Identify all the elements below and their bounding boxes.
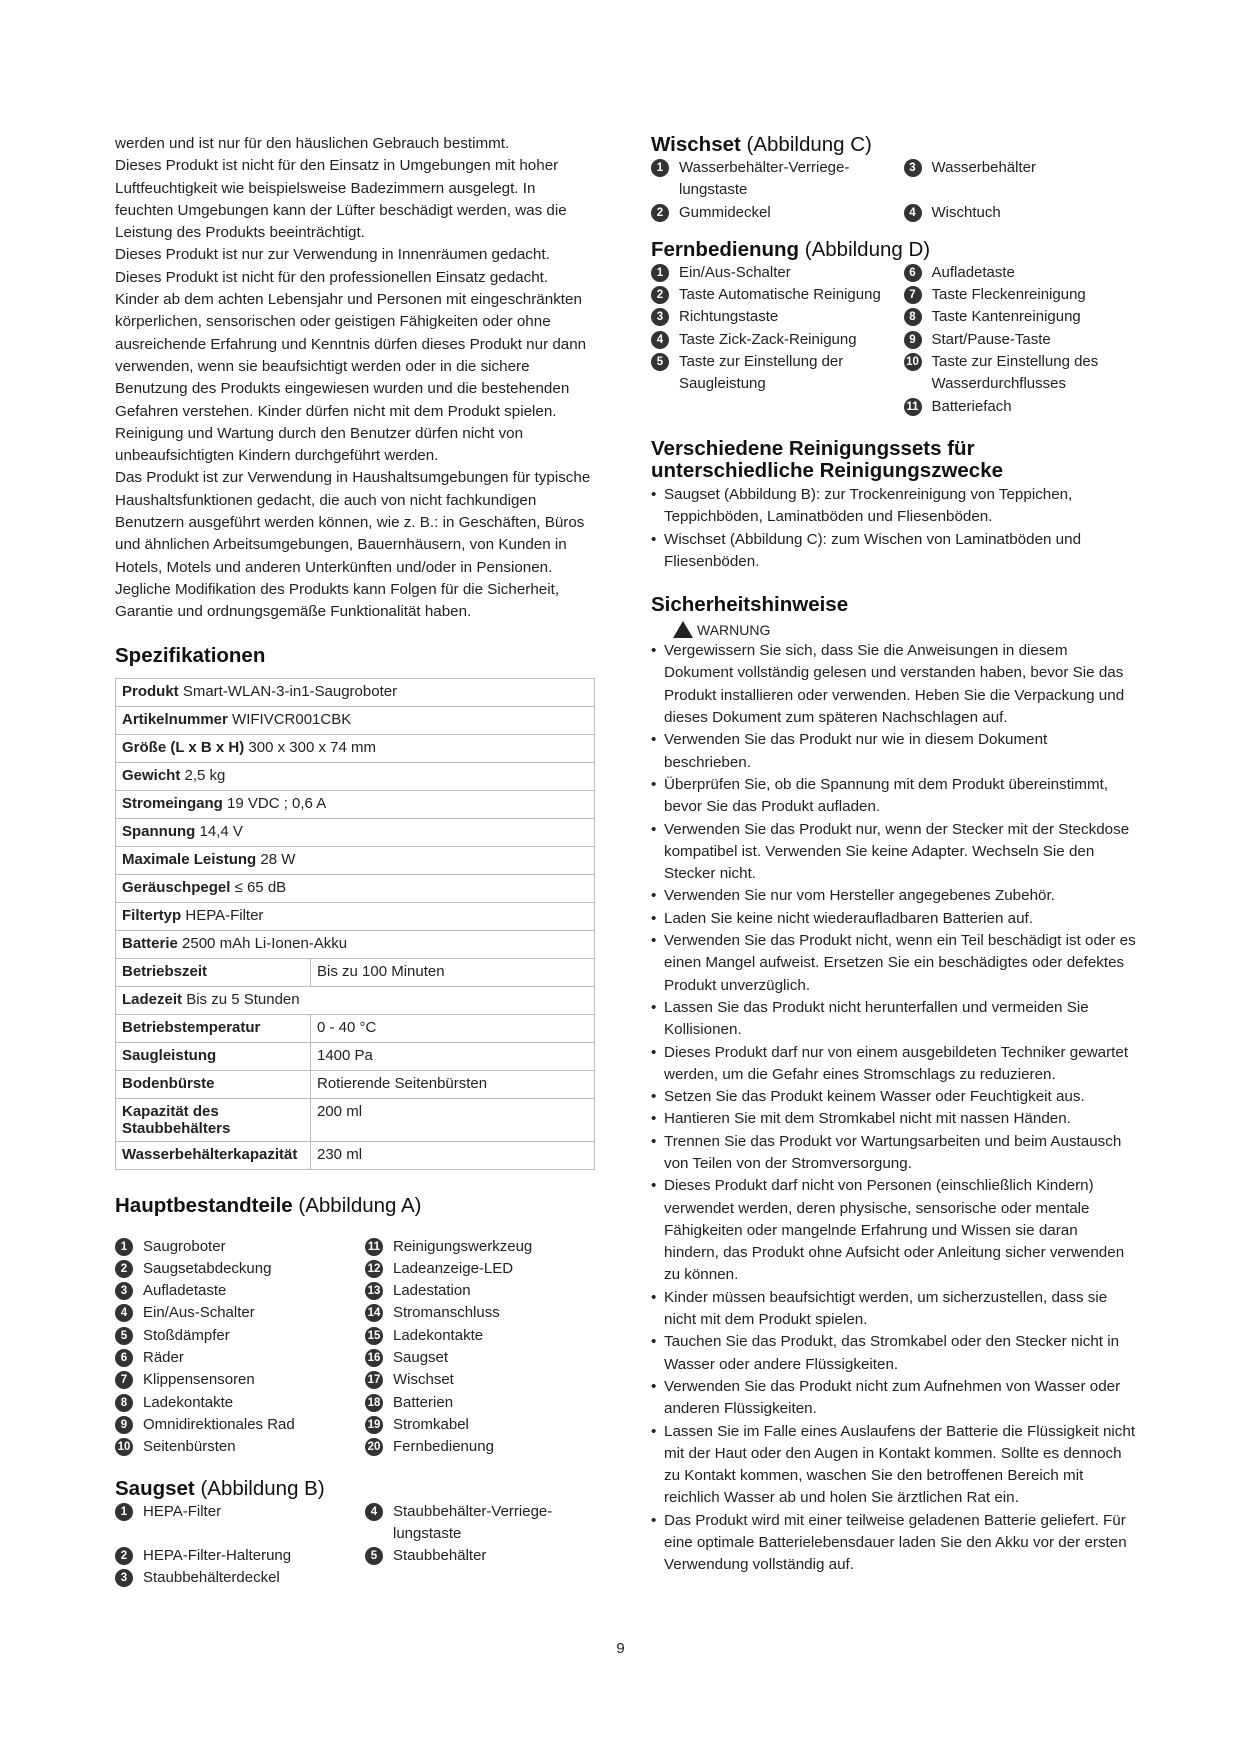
number-badge: 10: [115, 1438, 133, 1456]
spec-key-cell: [116, 930, 595, 958]
list-item: [115, 1369, 345, 1391]
list-item: [904, 329, 1137, 351]
number-badge: 3: [904, 159, 922, 177]
list-item: [365, 1392, 595, 1414]
list-item: [651, 351, 884, 396]
spec-value: Smart-WLAN-3-in1-Saugroboter: [182, 682, 398, 700]
number-badge: 7: [115, 1371, 133, 1389]
bullet-item: • Vergewissern Sie sich, dass Sie die Anweisungen in diesem Dokument vollständig gelesen und verstanden haben, bevor Sie das Produkt installieren oder verwenden. Heben Sie die Verpackung und dieses Dokument zum späteren Nachschlagen auf.: [651, 640, 1136, 729]
spec-key: Filtertyp: [122, 906, 182, 924]
bullet-item: • Verwenden Sie das Produkt nur wie in diesem Dokument beschrieben.: [651, 729, 1136, 774]
list-item: [365, 1280, 595, 1302]
spec-row: [116, 818, 595, 846]
number-badge: 5: [651, 353, 669, 371]
spec-key: Ladezeit: [122, 990, 183, 1008]
spec-key-cell: [116, 874, 595, 902]
number-badge: 6: [904, 264, 922, 282]
item-label: Aufladetaste: [931, 263, 1015, 281]
number-badge: 1: [115, 1238, 133, 1256]
spec-row: [116, 790, 595, 818]
number-badge: 2: [651, 286, 669, 304]
number-badge: 10: [904, 353, 922, 371]
number-badge: 7: [904, 286, 922, 304]
spec-key-cell: [116, 678, 595, 706]
number-badge: 4: [115, 1304, 133, 1322]
bullet-item: • Lassen Sie im Falle eines Auslaufens der Batterie die Flüssigkeit nicht mit der Haut oder den Augen in Kontakt kommen. Sollte es dennoch zu Kontakt kommen, waschen Sie den betroffenen Bereich mit reichlich Wasser ab und holen Sie ärztlichen Rat ein.: [651, 1421, 1136, 1510]
item-label: Ladeanzeige-LED: [393, 1259, 514, 1277]
number-badge: 15: [365, 1327, 383, 1345]
spec-key: Kapazität des Staubbehälters: [122, 1102, 231, 1137]
sets-heading: Verschiedene Reinigungssets für unterschiedliche Reinigungszwecke: [651, 436, 1004, 482]
spec-value: 19 VDC ; 0,6 A: [227, 794, 327, 812]
spec-value: 300 x 300 x 74 mm: [248, 738, 376, 756]
bullet-item: • Hantieren Sie mit dem Stromkabel nicht mit nassen Händen.: [651, 1108, 1136, 1130]
number-badge: 3: [115, 1569, 133, 1587]
spec-key-cell: [116, 734, 595, 762]
sets-list: [651, 484, 1136, 573]
spec-key: Maximale Leistung: [122, 850, 257, 868]
number-badge: 1: [115, 1503, 133, 1521]
spec-key-cell: [116, 958, 311, 986]
bullet-item: • Verwenden Sie nur vom Hersteller angegebenes Zubehör.: [651, 885, 1136, 907]
paragraph: werden und ist nur für den häuslichen Gebrauch bestimmt.: [115, 135, 510, 152]
left-column: [115, 133, 595, 1590]
number-badge: 1: [651, 159, 669, 177]
item-label: Taste Fleckenreinigung: [931, 286, 1086, 304]
bullet-item: • Wischset (Abbildung C): zum Wischen von Laminatböden und Fliesenböden.: [651, 529, 1136, 574]
bullet-item: • Setzen Sie das Produkt keinem Wasser oder Feuchtigkeit aus.: [651, 1086, 1136, 1108]
list-item: [904, 351, 1137, 396]
spec-key-cell: [116, 790, 595, 818]
suction-heading: Saugset (Abbildung B): [115, 1476, 325, 1500]
spec-row: [116, 958, 595, 986]
spec-key: Betriebszeit: [122, 962, 208, 980]
number-badge: 4: [651, 331, 669, 349]
item-label: Richtungstaste: [679, 308, 779, 326]
spec-value: Bis zu 100 Minuten: [311, 958, 595, 986]
spec-table: [115, 678, 595, 1170]
spec-key: Betriebstemperatur: [122, 1018, 261, 1036]
spec-key-cell: [116, 762, 595, 790]
paragraph: Das Produkt ist zur Verwendung in Haushaltsumgebungen für typische Haushaltsfunktionen gedacht, die auch von nicht fachkundigen Benutzern ausgeführt werden können, wie z. B.: in Geschäften, Büros und ähnlichen Arbeitsumgebungen, Bauernhäusern, von Kunden in Hotels, Motels und anderen Unterkünften und/oder in Pensionen.: [115, 469, 591, 576]
spec-value: 28 W: [260, 850, 296, 868]
bullet-item: • Das Produkt wird mit einer teilweise geladenen Batterie geliefert. Für eine optimale Batterielebensdauer laden Sie den Akku vor der ersten Verwendung vollständig auf.: [651, 1510, 1136, 1577]
paragraph: Dieses Produkt ist nur zur Verwendung in Innenräumen gedacht.: [115, 246, 550, 264]
list-item: [365, 1347, 595, 1369]
spec-key-cell: [116, 1098, 311, 1141]
list-item: [365, 1414, 595, 1436]
bullet-item: • Tauchen Sie das Produkt, das Stromkabel oder den Stecker nicht in Wasser oder andere Flüssigkeiten.: [651, 1331, 1136, 1376]
safety-list: [651, 640, 1136, 1576]
list-item: [115, 1567, 345, 1589]
list-item: [115, 1325, 345, 1347]
spec-key: Artikelnummer: [122, 710, 228, 728]
list-item: [115, 1258, 345, 1280]
spec-key-cell: [116, 902, 595, 930]
item-label: Reinigungswerkzeug: [393, 1237, 533, 1255]
paragraph: Dieses Produkt ist nicht für den Einsatz in Umgebungen mit hoher Luftfeuchtigkeit wie beispielsweise Badezimmern ausgelegt. In feuchten Umgebungen kann der Lüfter beschädigt werden, was die Leistung des Produkts beeinträchtigt.: [115, 157, 567, 242]
bullet-item: • Verwenden Sie das Produkt nicht zum Aufnehmen von Wasser oder anderen Flüssigkeiten.: [651, 1376, 1136, 1421]
spec-heading: Spezifikationen: [115, 643, 266, 667]
list-item: [115, 1302, 345, 1324]
number-badge: 17: [365, 1371, 383, 1389]
spec-row: [116, 1014, 595, 1042]
number-badge: 11: [904, 398, 922, 416]
item-label: Ein/Aus-Schalter: [679, 263, 791, 281]
item-label: Saugroboter: [143, 1237, 226, 1255]
number-badge: 12: [365, 1260, 383, 1278]
number-badge: 3: [115, 1282, 133, 1300]
spec-key: Spannung: [122, 822, 196, 840]
spec-row: [116, 1042, 595, 1070]
list-item: [365, 1325, 595, 1347]
item-label: Stromkabel: [393, 1415, 469, 1433]
item-label: Aufladetaste: [143, 1282, 227, 1300]
spec-value: 230 ml: [311, 1141, 595, 1169]
spec-key: Stromeingang: [122, 794, 223, 812]
list-item: [651, 396, 884, 418]
spec-key: Gewicht: [122, 766, 181, 784]
item-label: Start/Pause-Taste: [931, 330, 1051, 348]
number-badge: 13: [365, 1282, 383, 1300]
list-item: [904, 284, 1137, 306]
paragraph: Jegliche Modifikation des Produkts kann Folgen für die Sicherheit, Garantie und ordnungsgemäße Funktionalität haben.: [115, 580, 560, 621]
list-item: [115, 1501, 345, 1546]
item-label: Ladekontakte: [143, 1393, 234, 1411]
item-label: Wasserbehälter: [931, 159, 1036, 176]
number-badge: 4: [365, 1503, 383, 1521]
item-label: Staubbehälter-Verriege-lungstaste: [393, 1502, 553, 1542]
list-item: [651, 329, 884, 351]
list-item: [904, 157, 1137, 202]
spec-value: ≤ 65 dB: [234, 878, 287, 896]
number-badge: 9: [115, 1416, 133, 1434]
bullet-item: • Laden Sie keine nicht wiederaufladbaren Batterien auf.: [651, 908, 1136, 930]
number-badge: 5: [115, 1327, 133, 1345]
suction-list: [115, 1501, 595, 1590]
spec-key: Saugleistung: [122, 1046, 217, 1064]
main-parts-list: [115, 1236, 595, 1459]
spec-row: [116, 930, 595, 958]
remote-list: [651, 262, 1136, 418]
spec-row: [116, 902, 595, 930]
bullet-item: • Verwenden Sie das Produkt nur, wenn der Stecker mit der Steckdose kompatibel ist. Verwenden Sie keine Adapter. Wechseln Sie den Stecker nicht.: [651, 819, 1136, 886]
item-label: Wischtuch: [931, 203, 1001, 221]
item-label: Staubbehälterdeckel: [143, 1569, 280, 1587]
item-label: Seitenbürsten: [143, 1438, 236, 1456]
spec-key-cell: [116, 818, 595, 846]
intro-text: [115, 133, 595, 624]
spec-value: 0 - 40 °C: [311, 1014, 595, 1042]
spec-row: [116, 1070, 595, 1098]
item-label: Taste zur Einstellung des Wasserdurchflusses: [931, 353, 1099, 393]
page-number: 9: [616, 1640, 625, 1657]
spec-key: Bodenbürste: [122, 1074, 215, 1092]
item-label: Saugset: [393, 1349, 449, 1367]
spec-key: Wasserbehälterkapazität: [122, 1145, 298, 1163]
spec-row: [116, 762, 595, 790]
item-label: Taste Kantenreinigung: [931, 308, 1081, 326]
spec-row: [116, 986, 595, 1014]
item-label: Stoßdämpfer: [143, 1326, 230, 1344]
list-item: [115, 1545, 345, 1567]
spec-key: Batterie: [122, 934, 178, 952]
item-label: HEPA-Filter: [143, 1502, 222, 1520]
item-label: Batteriefach: [931, 397, 1012, 415]
number-badge: 11: [365, 1238, 383, 1256]
main-parts-heading: Hauptbestandteile (Abbildung A): [115, 1193, 422, 1217]
paragraph: Dieses Produkt ist nicht für den professionellen Einsatz gedacht.: [115, 268, 549, 286]
bullet-item: • Verwenden Sie das Produkt nicht, wenn ein Teil beschädigt ist oder es einen Mangel aufweist. Ersetzen Sie ein beschädigtes oder defektes Produkt unverzüglich.: [651, 930, 1136, 997]
item-label: Ladekontakte: [393, 1326, 484, 1344]
item-label: Fernbedienung: [393, 1438, 494, 1456]
bullet-item: • Trennen Sie das Produkt vor Wartungsarbeiten und beim Austausch von Teilen von der Stromversorgung.: [651, 1131, 1136, 1176]
bullet-item: • Lassen Sie das Produkt nicht herunterfallen und vermeiden Sie Kollisionen.: [651, 997, 1136, 1042]
spec-row: [116, 706, 595, 734]
list-item: [651, 262, 884, 284]
list-item: [115, 1280, 345, 1302]
item-label: Staubbehälter: [393, 1547, 487, 1565]
safety-heading: Sicherheitshinweise: [651, 593, 849, 617]
item-label: Klippensensoren: [143, 1371, 255, 1389]
list-item: [365, 1436, 595, 1458]
number-badge: 2: [115, 1260, 133, 1278]
right-column: [651, 133, 1136, 1577]
number-badge: 5: [365, 1547, 383, 1565]
number-badge: 18: [365, 1394, 383, 1412]
spec-row: [116, 1098, 595, 1141]
bullet-item: • Überprüfen Sie, ob die Spannung mit dem Produkt übereinstimmt, bevor Sie das Produkt aufladen.: [651, 774, 1136, 819]
list-item: [651, 157, 884, 202]
item-label: Wischset: [393, 1371, 454, 1389]
spec-row: [116, 846, 595, 874]
number-badge: 6: [115, 1349, 133, 1367]
number-badge: 8: [115, 1394, 133, 1412]
spec-row: [116, 678, 595, 706]
spec-key-cell: [116, 1141, 311, 1169]
list-item: [904, 202, 1137, 224]
item-label: Ein/Aus-Schalter: [143, 1304, 255, 1322]
bullet-item: • Saugset (Abbildung B): zur Trockenreinigung von Teppichen, Teppichböden, Laminatböden und Fliesenböden.: [651, 484, 1136, 529]
list-item: [115, 1414, 345, 1436]
list-item: [115, 1436, 345, 1458]
list-item: [651, 284, 884, 306]
list-item: [365, 1545, 595, 1567]
spec-key-cell: [116, 1014, 311, 1042]
item-label: Taste Zick-Zack-Reinigung: [679, 330, 857, 348]
number-badge: 9: [904, 331, 922, 349]
number-badge: 1: [651, 264, 669, 282]
spec-value: 200 ml: [311, 1098, 595, 1141]
spec-value: 1400 Pa: [311, 1042, 595, 1070]
warning-label: WARNUNG: [673, 621, 1136, 638]
spec-key-cell: [116, 1042, 311, 1070]
list-item: [365, 1369, 595, 1391]
list-item: [904, 262, 1137, 284]
spec-key-cell: [116, 986, 595, 1014]
item-label: Taste zur Einstellung der Saugleistung: [679, 353, 844, 393]
spec-value: 2500 mAh Li-Ionen-Akku: [182, 934, 348, 952]
list-item: [651, 306, 884, 328]
list-item: [365, 1236, 595, 1258]
bullet-item: • Kinder müssen beaufsichtigt werden, um sicherzustellen, dass sie nicht mit dem Produkt spielen.: [651, 1287, 1136, 1332]
list-item: [365, 1567, 595, 1589]
spec-key-cell: [116, 846, 595, 874]
spec-value: Rotierende Seitenbürsten: [311, 1070, 595, 1098]
spec-value: WIFIVCR001CBK: [232, 710, 352, 728]
item-label: Gummideckel: [679, 203, 771, 221]
number-badge: 19: [365, 1416, 383, 1434]
warning-icon: [673, 621, 693, 638]
number-badge: 3: [651, 308, 669, 326]
list-item: [115, 1236, 345, 1258]
item-label: Ladestation: [393, 1282, 471, 1300]
number-badge: 16: [365, 1349, 383, 1367]
list-item: [365, 1501, 595, 1546]
number-badge: 2: [115, 1547, 133, 1565]
bullet-item: • Dieses Produkt darf nicht von Personen (einschließlich Kindern) verwendet werden, deren physische, sensorische oder mentale Fähigkeiten oder mangelnde Erfahrung und Wissen sie daran hindern, das Produkt ohne Aufsicht oder Anleitung sicher verwenden zu können.: [651, 1175, 1136, 1286]
spec-key: Geräuschpegel: [122, 878, 231, 896]
number-badge: 14: [365, 1304, 383, 1322]
item-label: Batterien: [393, 1393, 454, 1411]
list-item: [904, 306, 1137, 328]
number-badge: 20: [365, 1438, 383, 1456]
remote-heading: Fernbedienung (Abbildung D): [651, 237, 931, 261]
spec-row: [116, 1141, 595, 1169]
item-label: Stromanschluss: [393, 1304, 500, 1322]
spec-value: HEPA-Filter: [185, 906, 264, 924]
list-item: [904, 396, 1137, 418]
list-item: [115, 1347, 345, 1369]
number-badge: 8: [904, 308, 922, 326]
spec-key-cell: [116, 706, 595, 734]
bullet-item: • Dieses Produkt darf nur von einem ausgebildeten Techniker gewartet werden, um die Gefahr eines Stromschlags zu reduzieren.: [651, 1042, 1136, 1087]
item-label: Räder: [143, 1349, 184, 1367]
list-item: [365, 1258, 595, 1280]
item-label: Taste Automatische Reinigung: [679, 286, 881, 304]
spec-value: 14,4 V: [199, 822, 243, 840]
list-item: [365, 1302, 595, 1324]
item-label: Omnidirektionales Rad: [143, 1415, 295, 1433]
spec-row: [116, 734, 595, 762]
number-badge: 4: [904, 204, 922, 222]
mop-heading: Wischset (Abbildung C): [651, 133, 872, 156]
spec-key: Größe (L x B x H): [122, 738, 245, 756]
spec-value: Bis zu 5 Stunden: [186, 990, 300, 1008]
item-label: Saugsetabdeckung: [143, 1259, 272, 1277]
spec-key: Produkt: [122, 682, 179, 700]
item-label: HEPA-Filter-Halterung: [143, 1547, 292, 1565]
list-item: [115, 1392, 345, 1414]
paragraph: Kinder ab dem achten Lebensjahr und Personen mit eingeschränkten körperlichen, sensorischen oder geistigen Fähigkeiten oder ohne ausreichende Erfahrung und Kenntnis dürfen dieses Produkt nur dann verwenden, wenn sie beaufsichtigt werden oder in die sichere Benutzung des Produkts eingewiesen wurden und die bestehenden Gefahren verstehen. Kinder dürfen nicht mit dem Produkt spielen. Reinigung und Wartung durch den Benutzer dürfen nicht von unbeaufsichtigten Kindern durchgeführt werden.: [115, 291, 587, 465]
mop-list: [651, 157, 1136, 224]
spec-key-cell: [116, 1070, 311, 1098]
number-badge: 2: [651, 204, 669, 222]
spec-row: [116, 874, 595, 902]
item-label: Wasserbehälter-Verriege-lungstaste: [679, 159, 850, 199]
list-item: [651, 202, 884, 224]
spec-value: 2,5 kg: [184, 766, 226, 784]
